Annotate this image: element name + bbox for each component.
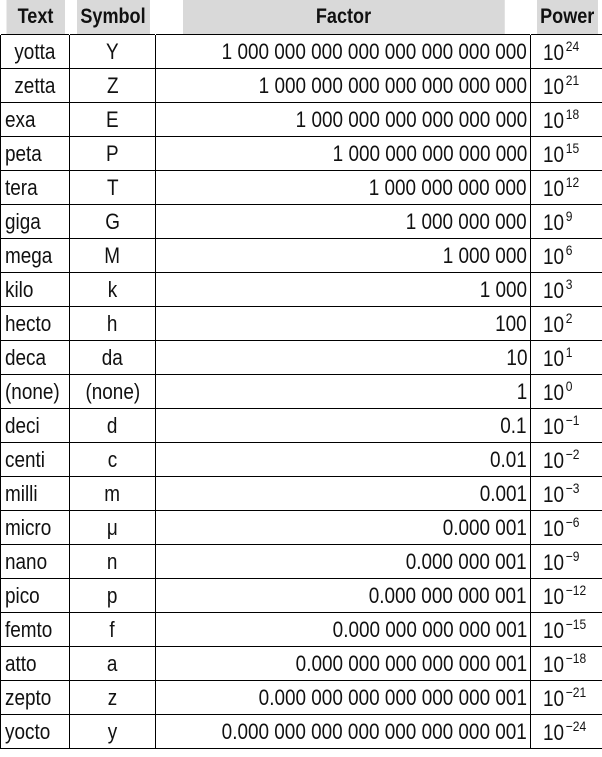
prefix-symbol bbox=[70, 647, 156, 681]
prefix-text bbox=[1, 69, 70, 103]
table-row bbox=[1, 103, 602, 137]
prefix-power bbox=[531, 103, 602, 137]
power-exponent: 12 bbox=[565, 173, 580, 190]
prefix-symbol bbox=[70, 69, 156, 103]
table-row bbox=[1, 613, 602, 647]
prefix-symbol bbox=[70, 545, 156, 579]
prefix-symbol bbox=[70, 239, 156, 273]
prefix-power bbox=[531, 579, 602, 613]
prefix-factor bbox=[156, 613, 531, 647]
prefix-symbol-value: k bbox=[107, 276, 118, 302]
power-exponent: −9 bbox=[565, 547, 580, 564]
prefix-factor bbox=[156, 443, 531, 477]
prefix-text bbox=[1, 103, 70, 137]
prefix-text-value: femto bbox=[5, 616, 53, 642]
prefix-text-value: deca bbox=[5, 344, 47, 370]
prefix-factor-value: 1 000 000 000 bbox=[405, 208, 527, 234]
power-exponent: −15 bbox=[565, 615, 587, 632]
prefix-power bbox=[531, 205, 602, 239]
prefix-power bbox=[531, 409, 602, 443]
power-exponent: 21 bbox=[565, 71, 580, 88]
prefix-factor-value: 10 bbox=[505, 344, 527, 370]
prefix-symbol bbox=[70, 103, 156, 137]
prefix-power bbox=[531, 511, 602, 545]
prefix-symbol-value: m bbox=[104, 480, 121, 506]
power-base: 10 bbox=[543, 141, 565, 167]
prefix-factor-value: 0.000 000 001 bbox=[405, 548, 527, 574]
power-exponent: 6 bbox=[565, 241, 573, 258]
prefix-text-value: yocto bbox=[5, 718, 51, 744]
prefix-text-value: tera bbox=[5, 174, 38, 200]
prefix-symbol-value: Y bbox=[106, 38, 119, 64]
prefix-text bbox=[1, 545, 70, 579]
prefix-factor bbox=[156, 35, 531, 69]
power-exponent: 9 bbox=[565, 207, 573, 224]
table-row bbox=[1, 69, 602, 103]
prefix-symbol bbox=[70, 307, 156, 341]
prefix-factor bbox=[156, 103, 531, 137]
power-base: 10 bbox=[543, 583, 565, 609]
power-exponent: −18 bbox=[565, 649, 587, 666]
prefix-text bbox=[1, 35, 70, 69]
prefix-power bbox=[531, 137, 602, 171]
prefix-factor bbox=[156, 341, 531, 375]
table-row bbox=[1, 273, 602, 307]
prefix-text bbox=[1, 171, 70, 205]
prefix-text-value: centi bbox=[5, 446, 45, 472]
prefix-text-value: zepto bbox=[5, 684, 52, 710]
prefix-text-value: milli bbox=[5, 480, 38, 506]
prefix-factor-value: 0.000 000 000 000 000 000 000 001 bbox=[221, 718, 527, 744]
prefix-factor bbox=[156, 477, 531, 511]
prefix-text bbox=[1, 375, 70, 409]
prefix-symbol-value: E bbox=[106, 106, 119, 132]
power-base: 10 bbox=[543, 209, 565, 235]
prefix-factor bbox=[156, 69, 531, 103]
prefix-factor bbox=[156, 409, 531, 443]
header-row bbox=[1, 0, 602, 35]
prefix-power bbox=[531, 681, 602, 715]
prefix-power bbox=[531, 69, 602, 103]
table-header bbox=[1, 0, 602, 35]
prefix-text-value: mega bbox=[5, 242, 53, 268]
prefix-factor-value: 1 bbox=[516, 378, 527, 404]
power-exponent: −6 bbox=[565, 513, 580, 530]
prefix-text bbox=[1, 205, 70, 239]
prefix-text-value: (none) bbox=[5, 378, 60, 404]
power-base: 10 bbox=[543, 685, 565, 711]
prefix-symbol-value: y bbox=[107, 718, 118, 744]
prefix-symbol bbox=[70, 205, 156, 239]
prefix-symbol bbox=[70, 35, 156, 69]
prefix-symbol-value: P bbox=[106, 140, 119, 166]
prefix-text bbox=[1, 341, 70, 375]
power-exponent: 2 bbox=[565, 309, 573, 326]
prefix-factor bbox=[156, 137, 531, 171]
table-row bbox=[1, 205, 602, 239]
table-row bbox=[1, 375, 602, 409]
prefix-factor-value: 1 000 000 000 000 000 000 bbox=[295, 106, 527, 132]
prefix-power bbox=[531, 35, 602, 69]
prefix-factor bbox=[156, 205, 531, 239]
power-exponent: 18 bbox=[565, 105, 580, 122]
header-text: Text bbox=[5, 0, 64, 35]
prefix-text-value: nano bbox=[5, 548, 48, 574]
prefix-text bbox=[1, 715, 70, 749]
prefix-symbol bbox=[70, 375, 156, 409]
header-symbol: Symbol bbox=[76, 0, 150, 35]
prefix-text bbox=[1, 409, 70, 443]
prefix-symbol-value: h bbox=[107, 310, 118, 336]
prefix-text-value: yotta bbox=[14, 38, 56, 64]
power-base: 10 bbox=[543, 39, 565, 65]
power-base: 10 bbox=[543, 345, 565, 371]
prefix-text-value: pico bbox=[5, 582, 40, 608]
power-exponent: −1 bbox=[565, 411, 580, 428]
power-exponent: −3 bbox=[565, 479, 580, 496]
power-base: 10 bbox=[543, 515, 565, 541]
header-power: Power bbox=[536, 0, 598, 35]
prefix-factor-value: 0.01 bbox=[490, 446, 527, 472]
prefix-factor bbox=[156, 647, 531, 681]
prefix-symbol-value: M bbox=[104, 242, 121, 268]
prefix-symbol-value: da bbox=[101, 344, 124, 370]
prefix-factor-value: 100 bbox=[495, 310, 527, 336]
power-base: 10 bbox=[543, 651, 565, 677]
prefix-power bbox=[531, 273, 602, 307]
prefix-symbol bbox=[70, 443, 156, 477]
prefix-text-value: giga bbox=[5, 208, 41, 234]
prefix-factor-value: 1 000 000 000 000 000 000 000 000 bbox=[221, 38, 527, 64]
prefix-factor bbox=[156, 715, 531, 749]
prefix-symbol-value: Z bbox=[106, 72, 119, 98]
table-row bbox=[1, 409, 602, 443]
prefix-text bbox=[1, 239, 70, 273]
prefix-power bbox=[531, 715, 602, 749]
power-base: 10 bbox=[543, 277, 565, 303]
prefix-symbol bbox=[70, 511, 156, 545]
power-exponent: −12 bbox=[565, 581, 587, 598]
power-exponent: 1 bbox=[565, 343, 573, 360]
prefix-text bbox=[1, 477, 70, 511]
prefix-factor bbox=[156, 375, 531, 409]
table-row bbox=[1, 579, 602, 613]
prefix-factor-value: 1 000 000 000 000 000 000 000 bbox=[258, 72, 527, 98]
power-exponent: −21 bbox=[565, 683, 587, 700]
table-row bbox=[1, 35, 602, 69]
prefix-symbol-value: μ bbox=[107, 514, 118, 540]
prefix-text-value: atto bbox=[5, 650, 37, 676]
prefix-symbol bbox=[70, 409, 156, 443]
prefix-power bbox=[531, 171, 602, 205]
table-row bbox=[1, 511, 602, 545]
prefix-factor bbox=[156, 579, 531, 613]
prefix-symbol-value: T bbox=[106, 174, 119, 200]
power-base: 10 bbox=[543, 311, 565, 337]
prefix-text-value: deci bbox=[5, 412, 40, 438]
prefix-symbol-value: G bbox=[105, 208, 120, 234]
power-base: 10 bbox=[543, 481, 565, 507]
power-base: 10 bbox=[543, 73, 565, 99]
prefix-text-value: kilo bbox=[5, 276, 34, 302]
prefix-factor-value: 0.000 000 000 000 000 001 bbox=[295, 650, 527, 676]
power-exponent: −24 bbox=[565, 717, 587, 734]
prefix-symbol bbox=[70, 681, 156, 715]
prefix-symbol-value: z bbox=[107, 684, 118, 710]
prefix-text-value: zetta bbox=[14, 72, 56, 98]
prefix-power bbox=[531, 613, 602, 647]
prefix-symbol bbox=[70, 579, 156, 613]
prefix-symbol bbox=[70, 171, 156, 205]
prefix-power bbox=[531, 341, 602, 375]
prefix-symbol bbox=[70, 477, 156, 511]
power-exponent: 24 bbox=[565, 37, 580, 54]
prefix-text bbox=[1, 273, 70, 307]
prefix-factor-value: 1 000 000 000 000 000 bbox=[332, 140, 527, 166]
power-base: 10 bbox=[543, 413, 565, 439]
prefix-factor bbox=[156, 239, 531, 273]
prefix-factor-value: 0.001 bbox=[479, 480, 527, 506]
table-row bbox=[1, 239, 602, 273]
prefix-text bbox=[1, 681, 70, 715]
power-base: 10 bbox=[543, 549, 565, 575]
prefix-symbol-value: d bbox=[107, 412, 118, 438]
prefix-symbol-value: a bbox=[107, 650, 118, 676]
power-exponent: 0 bbox=[565, 377, 573, 394]
power-base: 10 bbox=[543, 175, 565, 201]
prefix-factor-value: 0.000 000 000 000 000 000 001 bbox=[258, 684, 527, 710]
power-exponent: 3 bbox=[565, 275, 573, 292]
table-row bbox=[1, 443, 602, 477]
table-body bbox=[1, 35, 602, 749]
power-exponent: −2 bbox=[565, 445, 580, 462]
prefix-text bbox=[1, 613, 70, 647]
prefix-text bbox=[1, 137, 70, 171]
prefix-factor-value: 0.000 001 bbox=[442, 514, 527, 540]
prefix-symbol-value: f bbox=[109, 616, 116, 642]
prefix-text-value: exa bbox=[5, 106, 36, 132]
prefix-symbol bbox=[70, 613, 156, 647]
prefix-symbol bbox=[70, 273, 156, 307]
prefix-factor-value: 1 000 bbox=[479, 276, 527, 302]
prefix-factor-value: 1 000 000 000 000 bbox=[369, 174, 527, 200]
prefix-symbol bbox=[70, 137, 156, 171]
prefix-text bbox=[1, 443, 70, 477]
prefix-text-value: micro bbox=[5, 514, 52, 540]
prefix-symbol-value: (none) bbox=[85, 378, 140, 404]
prefix-text bbox=[1, 647, 70, 681]
prefix-symbol bbox=[70, 715, 156, 749]
prefix-text bbox=[1, 579, 70, 613]
prefix-factor bbox=[156, 273, 531, 307]
prefix-symbol-value: n bbox=[107, 548, 118, 574]
prefix-factor-value: 0.1 bbox=[500, 412, 527, 438]
power-base: 10 bbox=[543, 107, 565, 133]
prefix-symbol-value: p bbox=[107, 582, 118, 608]
table-row bbox=[1, 681, 602, 715]
prefix-text-value: peta bbox=[5, 140, 42, 166]
prefix-power bbox=[531, 239, 602, 273]
header-factor: Factor bbox=[182, 0, 505, 35]
prefix-text bbox=[1, 511, 70, 545]
prefix-power bbox=[531, 647, 602, 681]
power-base: 10 bbox=[543, 617, 565, 643]
prefix-factor-value: 0.000 000 000 001 bbox=[369, 582, 527, 608]
power-exponent: 15 bbox=[565, 139, 580, 156]
prefix-symbol-value: c bbox=[107, 446, 118, 472]
table-row bbox=[1, 171, 602, 205]
prefix-factor bbox=[156, 545, 531, 579]
table-row bbox=[1, 715, 602, 749]
prefix-factor-value: 0.000 000 000 000 001 bbox=[332, 616, 527, 642]
table-row bbox=[1, 307, 602, 341]
prefix-factor-value: 1 000 000 bbox=[442, 242, 527, 268]
prefix-text bbox=[1, 307, 70, 341]
prefix-factor bbox=[156, 307, 531, 341]
prefix-power bbox=[531, 375, 602, 409]
prefix-power bbox=[531, 443, 602, 477]
prefix-factor bbox=[156, 511, 531, 545]
table-row bbox=[1, 647, 602, 681]
power-base: 10 bbox=[543, 379, 565, 405]
table-row bbox=[1, 137, 602, 171]
power-base: 10 bbox=[543, 447, 565, 473]
prefix-power bbox=[531, 477, 602, 511]
prefix-power bbox=[531, 545, 602, 579]
table-row bbox=[1, 477, 602, 511]
power-base: 10 bbox=[543, 719, 565, 745]
power-base: 10 bbox=[543, 243, 565, 269]
table-row bbox=[1, 341, 602, 375]
prefix-power bbox=[531, 307, 602, 341]
prefix-symbol bbox=[70, 341, 156, 375]
prefix-factor bbox=[156, 681, 531, 715]
prefix-text-value: hecto bbox=[5, 310, 52, 336]
table-row bbox=[1, 545, 602, 579]
prefix-factor bbox=[156, 171, 531, 205]
